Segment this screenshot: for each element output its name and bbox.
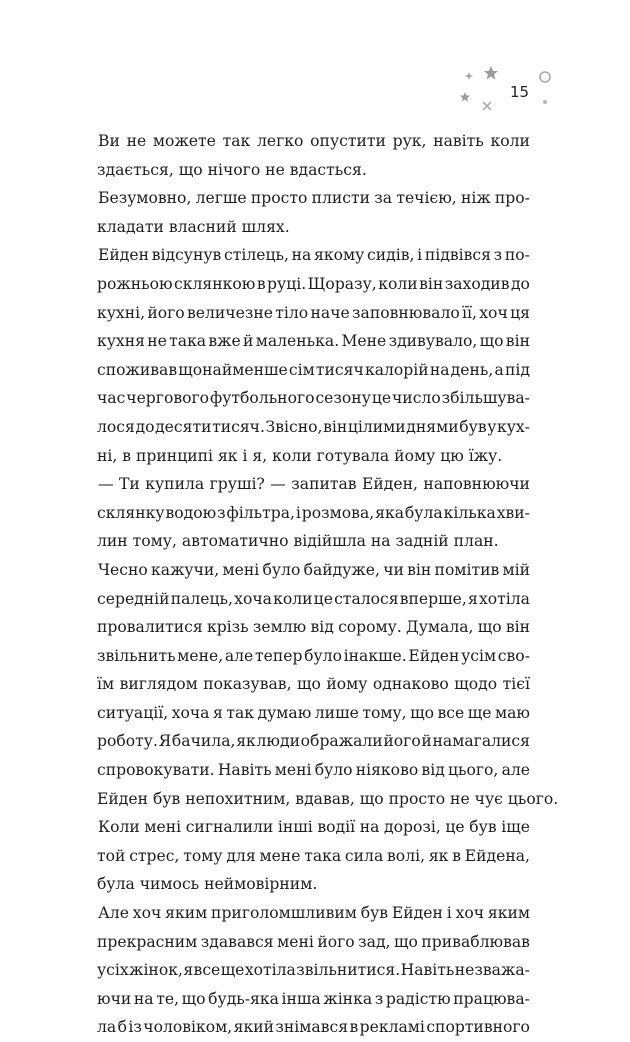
text-line: споживав щонайменше сім тисяч калорій на день, а під [97, 360, 530, 379]
text-line: провалитися крізь землю від сорому. Думала, що він [97, 618, 530, 637]
text-line: лин тому, автоматично відійшла на задній план. [97, 532, 499, 551]
text-line: Коли мені сигналили інші водії на дорозі, це був іще [98, 818, 530, 837]
text-line: — Ти купила груші? — запитав Ейден, наповнюючи [98, 475, 530, 494]
text-line: Але хоч яким приголомшливим був Ейден і хоч яким [98, 904, 530, 923]
text-line: кухні, його величезне тіло наче заповнювало її, хоч ця [97, 303, 530, 322]
text-line: ючи на те, що будь-яка інша жінка з радістю працюва- [97, 989, 530, 1008]
star-icon [460, 92, 470, 102]
body-text [97, 127, 559, 1042]
text-line: здається, що нічого не вдасться. [97, 160, 367, 179]
circle-icon [543, 100, 547, 104]
text-line: рожньою склянкою в руці. Щоразу, коли він заходив до [97, 274, 530, 293]
text-line: кухня не така вже й маленька. Мене здивувало, що він [97, 332, 530, 351]
star-icon [465, 72, 473, 80]
text-line: час чергового футбольного сезону це число збільшува- [97, 389, 530, 408]
text-line: прекрасним здавався мені його зад, що приваблював [97, 932, 530, 951]
star-ornament [456, 60, 560, 110]
text-line: кладати власний шлях. [97, 217, 290, 236]
text-line: спровокувати. Навіть мені було ніяково від цього, але [97, 761, 530, 780]
page-number: 15 [510, 83, 530, 101]
text-line: Ейден відсунув стілець, на якому сидів, і підвівся з по- [98, 246, 530, 265]
text-line: усіх жінок, я все ще хотіла звільнитися. Навіть незважа- [97, 961, 530, 980]
text-line: їм виглядом показував, що йому однаково щодо тієї [97, 675, 530, 694]
star-icon [484, 66, 498, 80]
text-line: була чимось неймовірним. [97, 875, 318, 894]
text-line: Безумовно, легше просто плисти за течією, ніж про- [98, 189, 530, 208]
text-line: той стрес, тому для мене така сила волі, як в Ейдена, [97, 846, 530, 865]
cross-icon [483, 102, 491, 110]
text-line: роботу. Я бачила, як люди ображали його й намагалися [97, 732, 530, 751]
text-line: ситуації, хоча я так думаю лише тому, що все ще маю [97, 703, 530, 722]
text-line: ні, в принципі як і я, коли готувала йому цю їжу. [97, 446, 503, 465]
text-line: середній палець, хоча коли це сталося вперше, я хотіла [97, 589, 530, 608]
text-line: лося до десяти тисяч. Звісно, він цілими днями був у кух- [97, 417, 530, 436]
text-line: ла б із чоловіком, який знімався в рекламі спортивного [97, 1018, 530, 1037]
text-line: Ви не можете так легко опустити рук, навіть коли [98, 132, 530, 150]
text-line: склянку водою з фільтра, і розмова, яка була кілька хви- [97, 503, 530, 522]
text-line: Ейден був непохитним, вдавав, що просто не чує цього. [97, 789, 559, 808]
text-line: звільнить мене, але тепер було інакше. Ейден усім сво- [97, 646, 530, 665]
circle-icon [540, 72, 550, 82]
text-line: Чесно кажучи, мені було байдуже, чи він помітив мій [98, 560, 530, 579]
